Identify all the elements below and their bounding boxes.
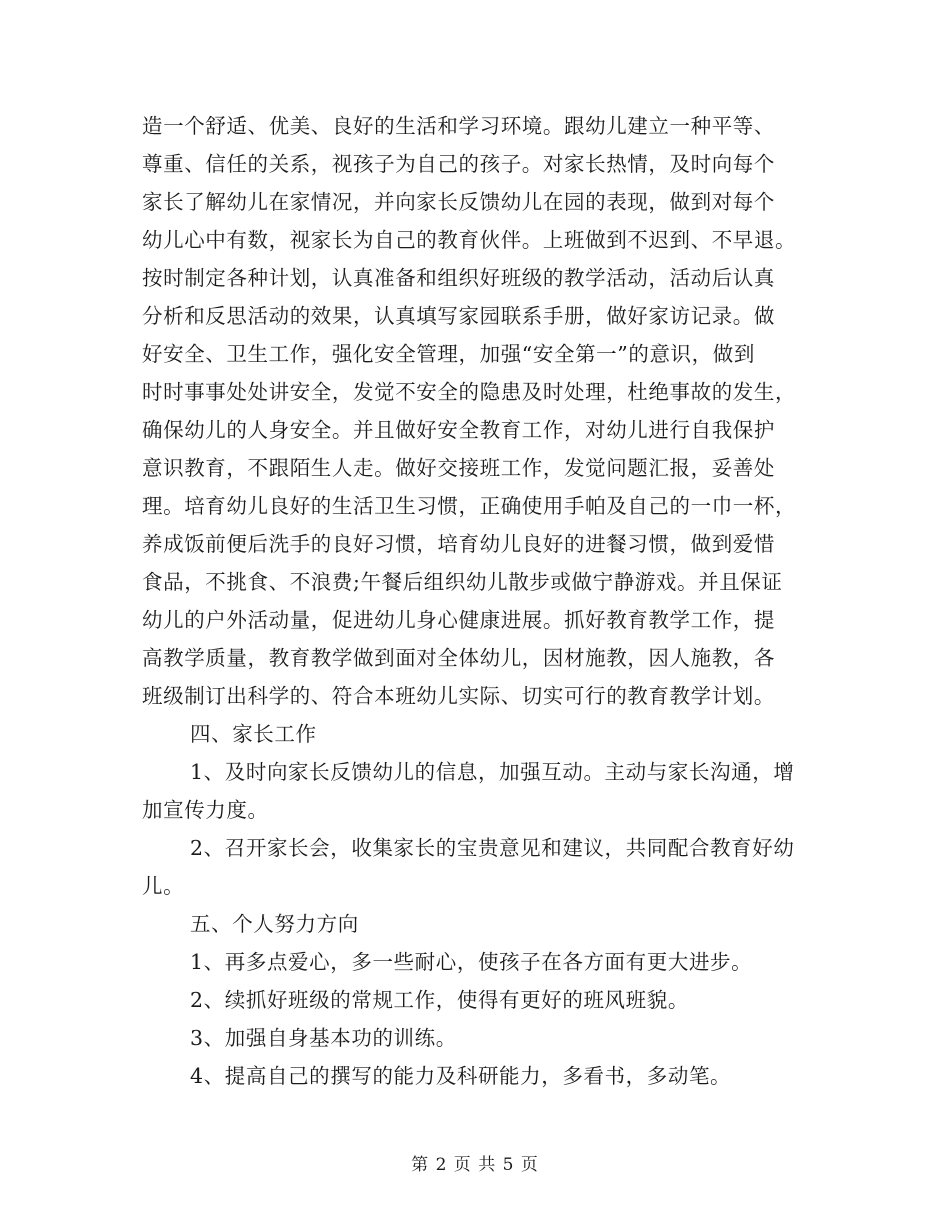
body-text-line: 分析和反思活动的效果，认真填写家园联系手册，做好家访记录。做 <box>142 304 775 328</box>
body-text-line: 意识教育，不跟陌生人走。做好交接班工作，发觉问题汇报，妥善处 <box>142 456 775 480</box>
body-text-line: 按时制定各种计划，认真准备和组织好班级的教学活动，活动后认真 <box>142 266 775 290</box>
parent-work-item-2-continued: 儿。 <box>142 874 185 898</box>
body-text-line: 幼儿心中有数，视家长为自己的教育伙伴。上班做到不迟到、不早退。 <box>142 228 797 252</box>
body-text-line: 家长了解幼儿在家情况，并向家长反馈幼儿在园的表现，做到对每个 <box>142 190 775 214</box>
body-text-line: 幼儿的户外活动量，促进幼儿身心健康进展。抓好教育教学工作，提 <box>142 608 775 632</box>
body-text-line: 养成饭前便后洗手的良好习惯，培育幼儿良好的进餐习惯，做到爱惜 <box>142 532 775 556</box>
page-number-footer: 第 2 页 共 5 页 <box>411 1155 539 1175</box>
personal-direction-item: 3、加强自身基本功的训练。 <box>190 1026 457 1050</box>
body-text-line: 尊重、信任的关系，视孩子为自己的孩子。对家长热情，及时向每个 <box>142 152 775 176</box>
parent-work-item-2: 2、召开家长会，收集家长的宝贵意见和建议，共同配合教育好幼 <box>190 836 795 860</box>
body-text-line: 确保幼儿的人身安全。并且做好安全教育工作，对幼儿进行自我保护 <box>142 418 775 442</box>
body-text-line: 高教学质量，教育教学做到面对全体幼儿，因材施教，因人施教，各 <box>142 646 775 670</box>
personal-direction-item: 2、续抓好班级的常规工作，使得有更好的班风班貌。 <box>190 988 689 1012</box>
body-text-line: 造一个舒适、优美、良好的生活和学习环境。跟幼儿建立一种平等、 <box>142 114 775 138</box>
body-text-line: 好安全、卫生工作，强化安全管理，加强“安全第一”的意识，做到 <box>142 342 755 366</box>
section-heading-personal-direction: 五、个人努力方向 <box>190 912 359 936</box>
personal-direction-item: 1、再多点爱心，多一些耐心，使孩子在各方面有更大进步。 <box>190 950 753 974</box>
body-text-line: 班级制订出科学的、符合本班幼儿实际、切实可行的教育教学计划。 <box>142 684 775 708</box>
parent-work-item-1: 1、及时向家长反馈幼儿的信息，加强互动。主动与家长沟通，增 <box>190 760 795 784</box>
body-text-line: 理。培育幼儿良好的生活卫生习惯，正确使用手帕及自己的一巾一杯， <box>142 494 797 518</box>
body-text-line: 时时事事处处讲安全，发觉不安全的隐患及时处理，杜绝事故的发生， <box>142 380 797 404</box>
personal-direction-item: 4、提高自己的撰写的能力及科研能力，多看书，多动笔。 <box>190 1064 732 1088</box>
parent-work-item-1-continued: 加宣传力度。 <box>142 798 269 822</box>
body-text-line: 食品，不挑食、不浪费;午餐后组织幼儿散步或做宁静游戏。并且保证 <box>142 570 783 594</box>
section-heading-parent-work: 四、家长工作 <box>190 722 317 746</box>
